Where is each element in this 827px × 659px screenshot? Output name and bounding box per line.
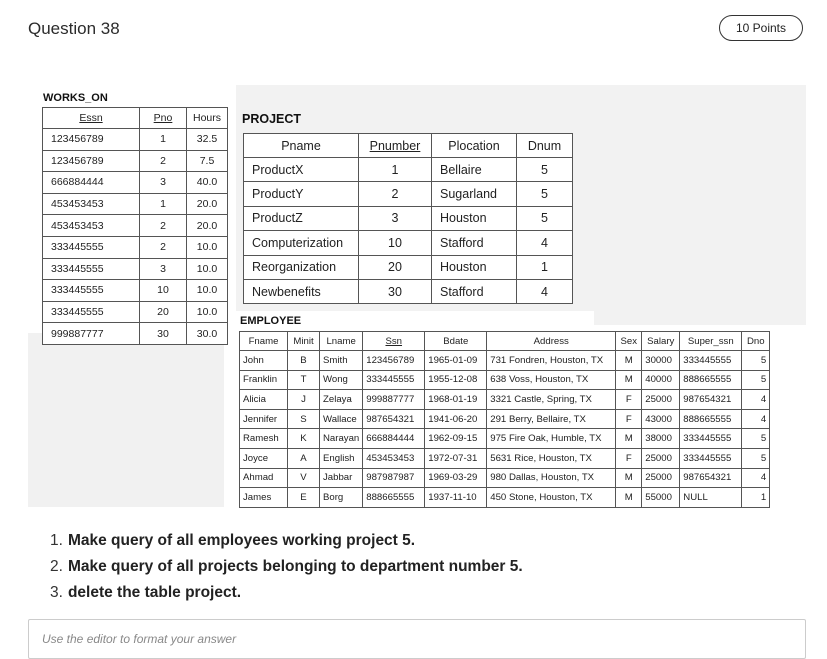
table-row: 453453453 2 20.0 [43, 215, 228, 237]
table-row: 999887777 30 30.0 [43, 323, 228, 345]
works-on-table [42, 107, 228, 345]
table-row: ProductY 2 Sugarland 5 [244, 182, 573, 206]
table-row: James E Borg 888665555 1937-11-10 450 Stone, Houston, TX M 55000 NULL 1 [240, 488, 770, 508]
table-row: 123456789 2 7.5 [43, 150, 228, 172]
column-header: Lname [320, 332, 363, 351]
column-header: Super_ssn [680, 332, 742, 351]
table-row: Jennifer S Wallace 987654321 1941-06-20 291 Berry, Bellaire, TX F 43000 888665555 4 [240, 409, 770, 429]
table-row: Newbenefits 30 Stafford 4 [244, 279, 573, 303]
employee-caption: EMPLOYEE [240, 315, 302, 327]
works-on-caption: WORKS_ON [43, 92, 108, 104]
table-row: Computerization 10 Stafford 4 [244, 231, 573, 255]
answer-editor[interactable] [28, 619, 806, 659]
employee-table [239, 331, 770, 508]
table-row: Ramesh K Narayan 666884444 1962-09-15 975 Fire Oak, Humble, TX M 38000 333445555 5 [240, 429, 770, 449]
image-background [28, 333, 224, 507]
column-header: Minit [288, 332, 320, 351]
column-header: Hours [187, 108, 228, 129]
column-header: Dno [742, 332, 770, 351]
column-header: Essn [43, 108, 140, 129]
question-title: Question 38 [28, 19, 120, 38]
column-header: Pname [244, 134, 359, 158]
table-row: 333445555 20 10.0 [43, 301, 228, 323]
table-row: Reorganization 20 Houston 1 [244, 255, 573, 279]
points-badge: 10 Points [719, 15, 803, 41]
project-table [243, 133, 573, 304]
table-row: 333445555 10 10.0 [43, 280, 228, 302]
editor-placeholder: Use the editor to format your answer [42, 632, 237, 646]
task-list [50, 530, 523, 608]
image-background [594, 85, 806, 325]
table-row: 333445555 3 10.0 [43, 258, 228, 280]
table-row: 453453453 1 20.0 [43, 193, 228, 215]
list-item: 3. delete the table project. [50, 584, 242, 601]
column-header: Plocation [432, 134, 517, 158]
column-header: Salary [642, 332, 680, 351]
column-header: Fname [240, 332, 288, 351]
column-header: Pnumber [359, 134, 432, 158]
project-caption: PROJECT [242, 112, 302, 126]
table-row: Joyce A English 453453453 1972-07-31 5631 Rice, Houston, TX F 25000 333445555 5 [240, 448, 770, 468]
column-header: Dnum [517, 134, 573, 158]
list-item: 2. Make query of all projects belonging to department number 5. [50, 558, 523, 575]
table-row: ProductZ 3 Houston 5 [244, 206, 573, 230]
table-row: ProductX 1 Bellaire 5 [244, 158, 573, 182]
schema-image [28, 85, 806, 507]
table-row: Alicia J Zelaya 999887777 1968-01-19 3321 Castle, Spring, TX F 25000 987654321 4 [240, 390, 770, 410]
table-row: Ahmad V Jabbar 987987987 1969-03-29 980 Dallas, Houston, TX M 25000 987654321 4 [240, 468, 770, 488]
table-row: 666884444 3 40.0 [43, 172, 228, 194]
column-header: Address [487, 332, 616, 351]
table-row: John B Smith 123456789 1965-01-09 731 Fondren, Houston, TX M 30000 333445555 5 [240, 351, 770, 371]
column-header: Ssn [363, 332, 425, 351]
column-header: Bdate [425, 332, 487, 351]
table-row: 333445555 2 10.0 [43, 236, 228, 258]
list-item: 1. Make query of all employees working project 5. [50, 532, 416, 549]
column-header: Pno [140, 108, 187, 129]
table-row: Franklin T Wong 333445555 1955-12-08 638 Voss, Houston, TX M 40000 888665555 5 [240, 370, 770, 390]
column-header: Sex [616, 332, 642, 351]
table-row: 123456789 1 32.5 [43, 129, 228, 151]
